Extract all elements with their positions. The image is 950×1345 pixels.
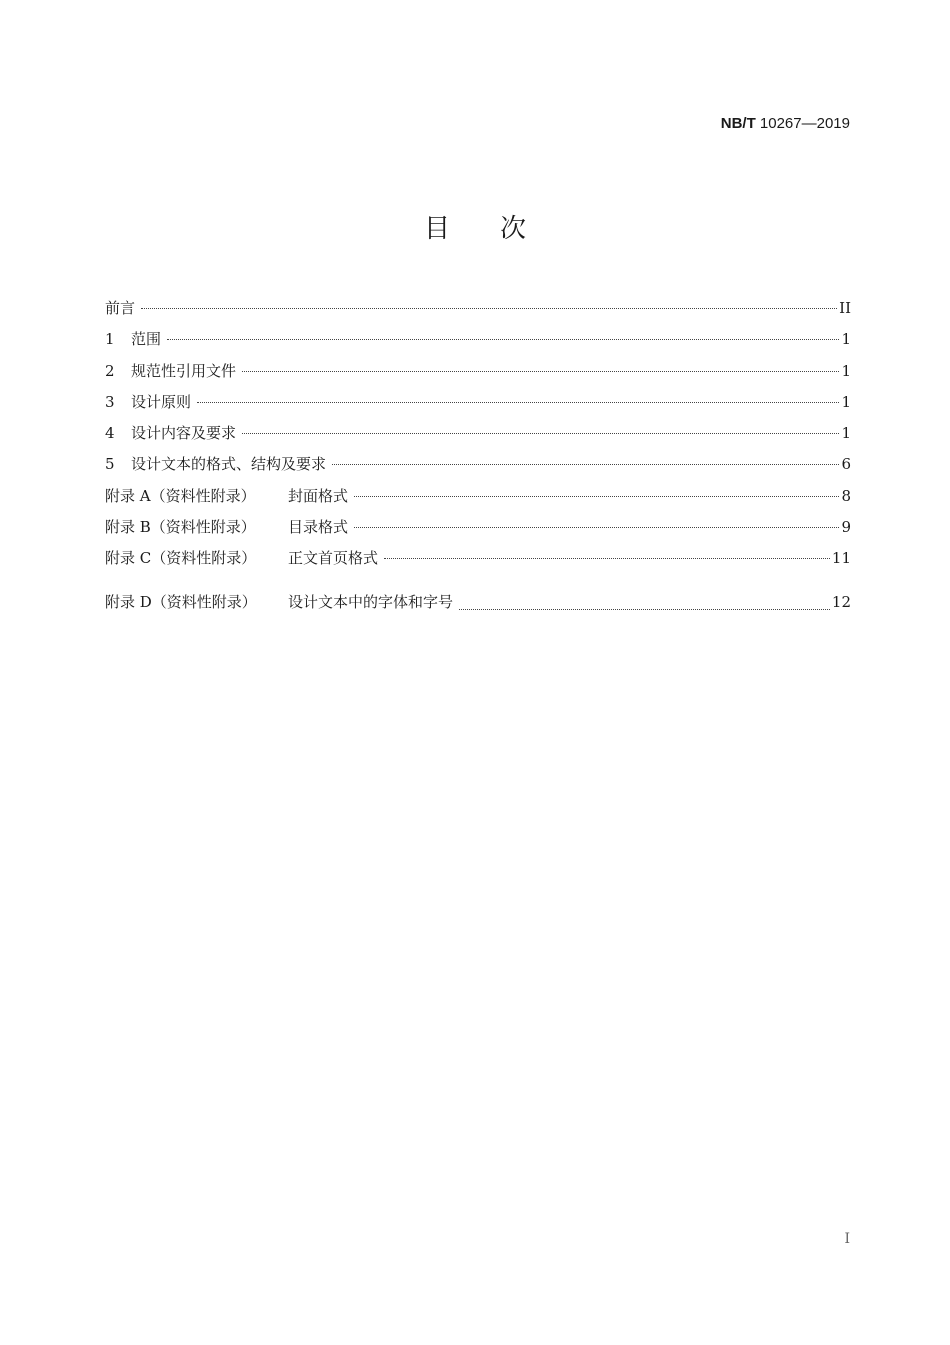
toc-entry-title: 设计文本中的字体和字号 xyxy=(288,592,454,611)
toc-entry-title: 设计内容及要求 xyxy=(131,424,237,443)
dot-leader xyxy=(242,371,839,372)
appendix-label: 附录 B（资料性附录） xyxy=(105,518,256,537)
toc-entry-page: 1 xyxy=(841,424,851,443)
dot-leader xyxy=(459,609,830,610)
toc-entry-title: 正文首页格式 xyxy=(288,549,379,568)
toc-entry-page: 6 xyxy=(841,455,851,474)
toc-entry-number: 3 xyxy=(105,392,115,411)
toc-entry-title: 设计原则 xyxy=(131,392,192,411)
toc-entry-number: 1 xyxy=(105,330,115,349)
dot-leader xyxy=(141,308,837,309)
dot-leader xyxy=(242,433,839,434)
page-number: I xyxy=(844,1231,850,1247)
toc-entry-4[interactable] xyxy=(105,421,851,452)
toc-entry-page: 8 xyxy=(841,486,851,505)
standard-prefix: NB/T xyxy=(720,115,756,132)
toc-entry-title: 封面格式 xyxy=(288,486,349,505)
dot-leader xyxy=(332,464,839,465)
toc-entry-title: 范围 xyxy=(131,330,162,349)
toc-entry-appendix-b[interactable] xyxy=(105,515,851,546)
toc-entry-3[interactable] xyxy=(105,390,851,421)
toc-entry-number: 5 xyxy=(105,455,115,474)
toc-entry-appendix-c[interactable] xyxy=(105,546,851,577)
toc-entry-appendix-a[interactable] xyxy=(105,484,851,515)
dot-leader xyxy=(197,402,839,403)
dot-leader xyxy=(384,558,830,559)
dot-leader xyxy=(354,496,839,497)
appendix-label: 附录 D（资料性附录） xyxy=(105,592,257,611)
standard-number: 10267—2019 xyxy=(759,115,850,132)
toc-entry-5[interactable] xyxy=(105,452,851,483)
toc-entry-1[interactable] xyxy=(105,327,851,358)
appendix-label: 附录 A（资料性附录） xyxy=(105,486,256,505)
toc-entry-appendix-d[interactable] xyxy=(105,578,851,614)
toc-entry-title: 规范性引用文件 xyxy=(131,361,237,380)
toc-entry-title: 设计文本的格式、结构及要求 xyxy=(131,455,327,474)
page-title: 目次 xyxy=(423,214,576,244)
toc-entry-page: II xyxy=(839,299,851,317)
table-of-contents xyxy=(105,296,851,614)
appendix-label: 附录 C（资料性附录） xyxy=(105,549,257,568)
toc-entry-number: 2 xyxy=(105,361,115,380)
toc-entry-page: 1 xyxy=(841,392,851,411)
toc-entry-title: 目录格式 xyxy=(288,518,349,537)
toc-entry-page: 12 xyxy=(831,592,851,611)
toc-entry-page: 1 xyxy=(841,330,851,349)
toc-entry-foreword[interactable] xyxy=(105,296,851,327)
dot-leader xyxy=(167,339,839,340)
standard-code xyxy=(721,115,850,132)
toc-entry-page: 11 xyxy=(831,549,851,568)
toc-entry-page: 1 xyxy=(841,361,851,380)
toc-entry-2[interactable] xyxy=(105,359,851,390)
dot-leader xyxy=(354,527,839,528)
toc-entry-number: 4 xyxy=(105,424,115,443)
toc-entry-title: 前言 xyxy=(105,299,136,317)
toc-entry-page: 9 xyxy=(841,518,851,537)
